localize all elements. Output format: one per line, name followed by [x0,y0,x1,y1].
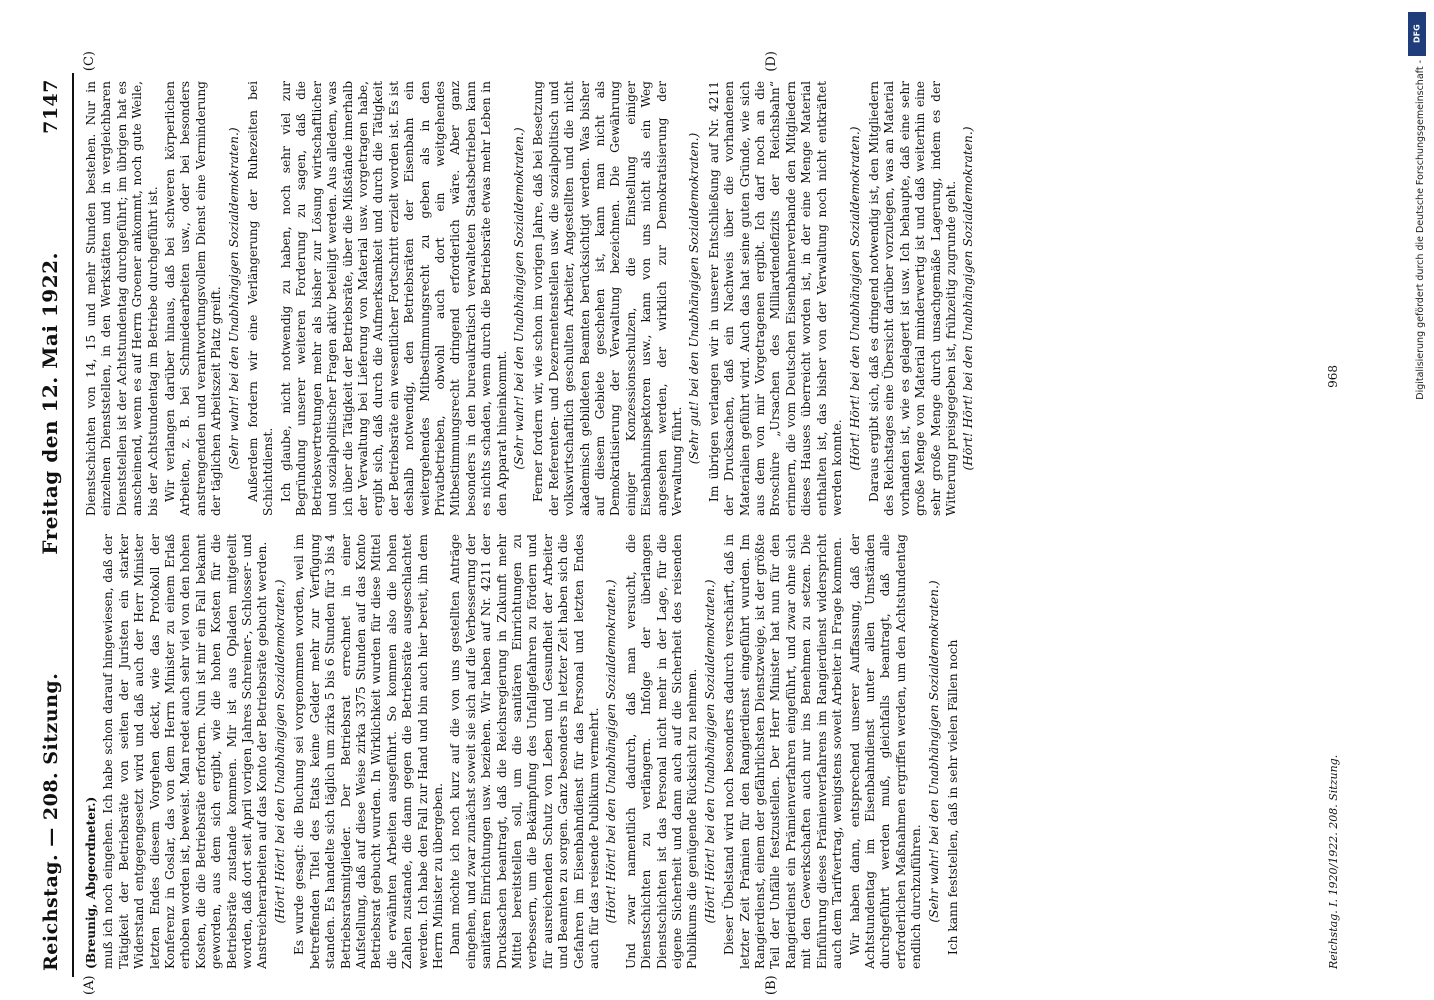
paragraph: Dienstschichten von 14, 15 und mehr Stunden bestehen. Nur in einzelnen Dienststellen, in den Werkstätten und in vergleichbaren Dienststellen ist der Achtstundentag durchgeführt; im übrigen hat es anscheinend, wenn es auf Herrn Groener ankommt, noch gute Weile, bis der Achtstundentag im Betriebe durchgeführt ist. [84,81,160,516]
interjection: (Hört! Hört! bei den Unabhängigen Sozialdemokraten.) [272,579,287,924]
paragraph: Es wurde gesagt: die Buchung sei vorgenommen worden, weil im betreffenden Titel des Etats keine Gelder mehr zur Verfügung standen. Es handelte sich täglich um zirka 5 bis 6 Stunden für 3 bis 4 Betriebsratsmitglieder. Der Betriebsrat errechnet in einer Aufstellung, daß auf diese Weise zirka 3375 Stunden auf das Konto Betriebsrat gebucht wurden. In Wirklichkeit wurden für diese Mittel die erwähnten Arbeiten ausgeführt. So kommen also die hohen Zahlen zustande, die dann gegen die Betriebsräte ausgeschlachtet werden. Ich habe den Fall zur Hand und bin auch hier bereit, ihn dem Herrn Minister zu übergeben. [292,534,445,969]
interjection: (Sehr gut! bei den Unabhängigen Sozialdemokraten.) [687,132,702,465]
paragraph: Im übrigen verlangen wir in unserer Entschließung auf Nr. 4211 der Drucksachen, daß ein Nachweis über die vorhandenen Materialien geführt wird. Auch das hat seine guten Gründe, wie sich aus dem von mir Vorgetragenen ergibt. Ich darf noch an die Broschüre „Ursachen des Milliardendefizits der Reichsbahn“ erinnern, die vom Deutschen Eisenbahnerverbande den Mitgliedern dieses Hauses überreicht worden ist, in der eine Menge Material enthalten ist, das bisher von der Verwaltung noch nicht entkräftet werden konnte. [706,81,845,516]
funding-credit: Digitalisierung gefördert durch die Deutsche Forschungsgemeinschaft - [1415,60,1426,400]
paragraph: Wir verlangen darüber hinaus, daß bei schweren körperlichen Arbeiten, z. B. bei Schmiedearbeiten usw., oder bei besonders anstrengenden und verantwortungsvollem Dienst eine Verminderung der täglichen Arbeitszeit Platz greift. [163,81,224,516]
paragraph: Wir haben dann, entsprechend unserer Auffassung, daß der Achtstundentag im Eisenbahndienst unter allen Umständen durchgeführt werden muß, gleichfalls beantragt, daß alle erforderlichen Maßnahmen ergriffen werden, um den Achtstundentag endlich durchzuführen. [847,534,924,969]
page-footer: Reichstag. I. 1920/1922. 208. Sitzung. [1327,754,1340,969]
interjection: (Sehr wahr! bei den Unabhängigen Sozialdemokraten.) [226,127,241,470]
left-column [84,534,1314,969]
paragraph: Und zwar namentlich dadurch, daß man versucht, die Dienstschichten zu verlängern. Infolge der überlangen Dienstschichten ist das Personal nicht mehr in der Lage, für die eigene Sicherheit und dann auch auf die Sicherheit des reisenden Publikums die genügende Rücksicht zu nehmen. [623,534,700,969]
paragraph: muß ich noch eingehen. Ich habe schon darauf hingewiesen, daß der Tätigkeit der Betriebsräte von seiten der Juristen ein starker Widerstand entgegengesetzt wird und daß auch der Herr Minister letzten Endes diesem Vorgehen deckt, wie das Protokoll der Konferenz in Goslar, das von dem Herrn Minister zu einem Erlaß erhoben worden ist, beweist. Man redet auch sehr viel von den hohen Kosten, die die Betriebsräte erfordern. Nun ist mir ein Fall bekannt geworden, aus dem sich ergibt, wie die hohen Kosten für die Betriebsräte zustande kommen. Mir ist aus Opladen mitgeteilt worden, daß dort seit April vorigen Jahres Schreiner-, Schlosser- und Anstreicherarbeiten auf das Konto der Betriebsräte gebucht werden. [101,534,270,969]
margin-mark-d: (D) [764,51,779,72]
interjection: (Sehr wahr! bei den Unabhängigen Sozialdemokraten.) [511,127,526,470]
interjection: (Sehr wahr! bei den Unabhängigen Sozialdemokraten.) [926,580,941,923]
margin-mark-b: (B) [764,975,779,995]
interjection: (Hört! Hört! bei den Unabhängigen Sozialdemokraten.) [961,126,976,471]
paragraph: Ich kann feststellen, daß in sehr vielen Fällen noch [945,639,960,955]
dfg-logo-icon: DFG [1408,12,1426,56]
margin-mark-a: (A) [82,975,97,995]
header-date: Freitag den 12. Mai 1922. [38,251,62,555]
paragraph: Dann möchte ich noch kurz auf die von uns gestellten Anträge eingehen, und zwar zunächst soweit sie sich auf die Verbesserung der sanitären Einrichtungen usw. beziehen. Wir haben auf Nr. 4211 der Drucksachen beantragt, daß die Reichsregierung in Zukunft mehr Mittel bereitstellen soll, um die sanitären Einrichtungen zu verbessern, um die Bekämpfung des Unfallgefahren zu fördern und für ausreichenden Schutz von Leben und Gesundheit der Arbeiter und Beamten zu sorgen. Ganz besonders in letzter Zeit haben sich die Gefahren im Eisenbahndienst für das Personal und letzten Endes auch für das reisende Publikum vermehrt. [448,534,601,969]
header-page-number: 7147 [40,79,62,134]
bottom-page-number: 968 [1326,365,1340,388]
paragraph: Daraus ergibt sich, daß es dringend notwendig ist, den Mitgliedern des Reichstages eine Übersicht darüber vorzulegen, was an Material vorhanden ist, wie es gelagert ist usw. Ich behaupte, daß eine sehr große Menge von Material minderwertig ist und daß weiterhin eine sehr große Menge durch unsachgemäße Lagerung, indem es der Witterung preisgegeben ist, frühzeitig zugrunde geht. [866,81,958,516]
speaker-label: (Breunig, Abgeordneter.) [84,796,98,969]
interjection: (Hört! Hört! bei den Unabhängigen Sozialdemokraten.) [847,126,862,471]
header-left: Reichstag. — 208. Sitzung. [40,672,62,971]
dfg-sidebar [1404,10,1428,990]
rotated-document-page [30,51,1360,995]
paragraph: Außerdem fordern wir eine Verlängerung der Ruhezeiten bei Schichtdienst. [246,81,276,516]
interjection: (Hört! Hört! bei den Unabhängigen Sozialdemokraten.) [702,579,717,924]
paragraph: Ich glaube, nicht notwendig zu haben, noch sehr viel zur Begründung unserer weiteren Forderung zu sagen, daß die Betriebsvertretungen mehr als bisher zur Lösung wirtschaftlicher und sozialpolitischer Fragen aktiv beteiligt werden. Aus alledem, was ich über die Tätigkeit der Betriebsräte, über die Mißstände innerhalb der Verwaltung bei Lieferung von Material usw. vorgetragen habe, ergibt sich, daß durch die Aufmerksamkeit und durch die Tätigkeit der Betriebsräte ein wesentlicher Fortschritt erzielt worden ist. Es ist deshalb notwendig, den Betriebsräten der Eisenbahn ein weitergehendes Mitbestimmungsrecht zu geben als in den Privatbetrieben, obwohl auch dort ein weitgehendes Mitbestimmungsrecht dringend erforderlich wäre. Aber ganz besonders in den bureaukratisch verwalteten Staatsbetrieben kann es nichts schaden, wenn durch die Betriebsräte etwas mehr Leben in den Apparat hineinkommt. [278,81,509,516]
page-header [30,73,74,977]
right-column [84,81,1314,516]
paragraph: Ferner fordern wir, wie schon im vorigen Jahre, daß bei Besetzung der Referenten- und Dezernentenstellen usw. die sozialpolitisch und volkswirtschaftlich geschulten Arbeiter, Angestellten und die nicht akademisch gebildeten Beamten berücksichtigt werden. Was bisher auf diesem Gebiete geschehen ist, kann man nicht als Demokratisierung der Verwaltung bezeichnen. Die Gewährung einiger Konzessionsschulzen, die Einstellung einiger Eisenbahninspektoren usw., kann von uns nicht als ein Weg angesehen werden, der wirklich zur Demokratisierung der Verwaltung führt. [531,81,685,516]
margin-mark-c: (C) [82,51,97,72]
text-columns [74,51,1314,995]
paragraph: Dieser Übelstand wird noch besonders dadurch verschärft, daß in letzter Zeit Prämien für den Rangierdienst eingeführt wurden. Im Rangierdienst, einem der gefährlichsten Dienstzweige, ist der größte Teil der Unfälle festzustellen. Der Herr Minister hat nun für den Rangierdienst ein Prämienverfahren eingeführt, und zwar ohne sich mit den Gewerkschaften auch nur ins Benehmen zu setzen. Die Einführung dieses Prämienverfahrens im Rangierdienst widerspricht auch dem Tarifvertrag, wenigstens soweit Arbeiter in Frage kommen. [722,534,845,969]
interjection: (Hört! Hört! bei den Unabhängigen Sozialdemokraten.) [604,579,619,924]
